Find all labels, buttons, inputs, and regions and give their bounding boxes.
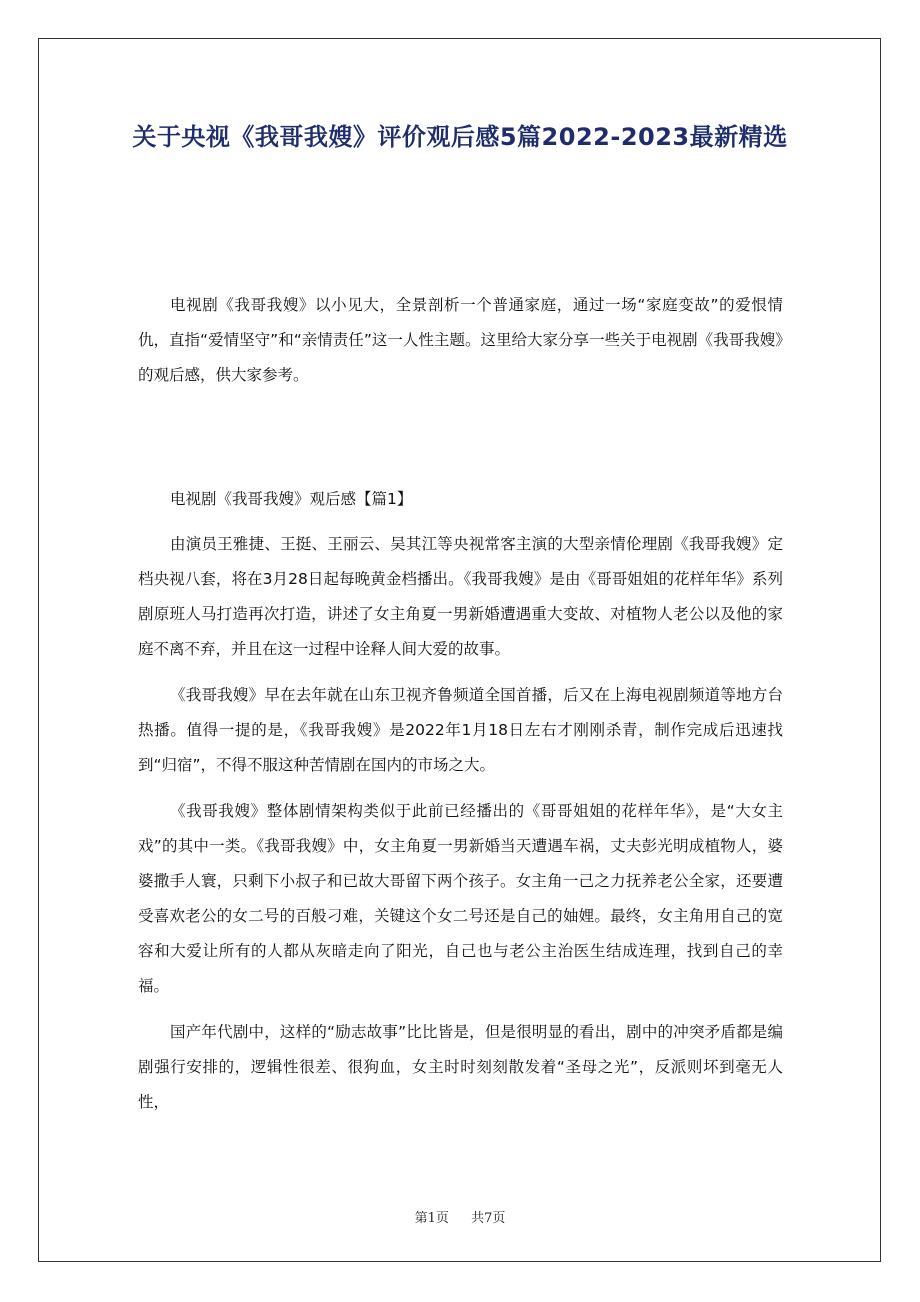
page-footer <box>0 1207 920 1226</box>
section-heading: 电视剧《我哥我嫂》观后感【篇1】 <box>170 490 413 508</box>
page-number: 第1页 <box>414 1211 449 1226</box>
body-paragraph: 《我哥我嫂》整体剧情架构类似于此前已经播出的《哥哥姐姐的花样年华》，是“大女主戏”的其中一类。《我哥我嫂》中，女主角夏一男新婚当天遭遇车祸，丈夫彭光明成植物人，婆婆撒手人寰，只剩下小叔子和已故大哥留下两个孩子。女主角一己之力抚养老公全家，还要遭受喜欢老公的女二号的百般刁难，关键这个女二号还是自己的妯娌。最终，女主角用自己的宽容和大爱让所有的人都从灰暗走向了阳光，自己也与老公主治医生结成连理，找到自己的幸福。 <box>138 802 783 995</box>
review-section <box>138 482 783 1131</box>
body-paragraph: 由演员王雅捷、王挺、王丽云、吴其江等央视常客主演的大型亲情伦理剧《我哥我嫂》定档央视八套，将在3月28日起每晚黄金档播出。《我哥我嫂》是由《哥哥姐姐的花样年华》系列剧原班人马打造再次打造，讲述了女主角夏一男新婚遭遇重大变故、对植物人老公以及他的家庭不离不弃，并且在这一过程中诠释人间大爱的故事。 <box>138 535 783 658</box>
document-title: 关于央视《我哥我嫂》评价观后感5篇2022-2023最新精选 <box>132 123 788 151</box>
intro-paragraph: 电视剧《我哥我嫂》以小见大，全景剖析一个普通家庭，通过一场“家庭变故”的爱恨情仇，直指“爱情坚守”和“亲情责任”这一人性主题。这里给大家分享一些关于电视剧《我哥我嫂》的观后感，供大家参考。 <box>138 296 783 384</box>
intro-section <box>138 288 783 393</box>
body-paragraph: 国产年代剧中，这样的“励志故事”比比皆是，但是很明显的看出，剧中的冲突矛盾都是编剧强行安排的，逻辑性很差、很狗血，女主时时刻刻散发着“圣母之光”，反派则坏到毫无人性， <box>138 1023 783 1111</box>
page-total: 共7页 <box>471 1211 506 1226</box>
body-paragraph: 《我哥我嫂》早在去年就在山东卫视齐鲁频道全国首播，后又在上海电视剧频道等地方台热播。值得一提的是，《我哥我嫂》是2022年1月18日左右才刚刚杀青，制作完成后迅速找到“归宿”，不得不服这种苦情剧在国内的市场之大。 <box>138 686 783 774</box>
